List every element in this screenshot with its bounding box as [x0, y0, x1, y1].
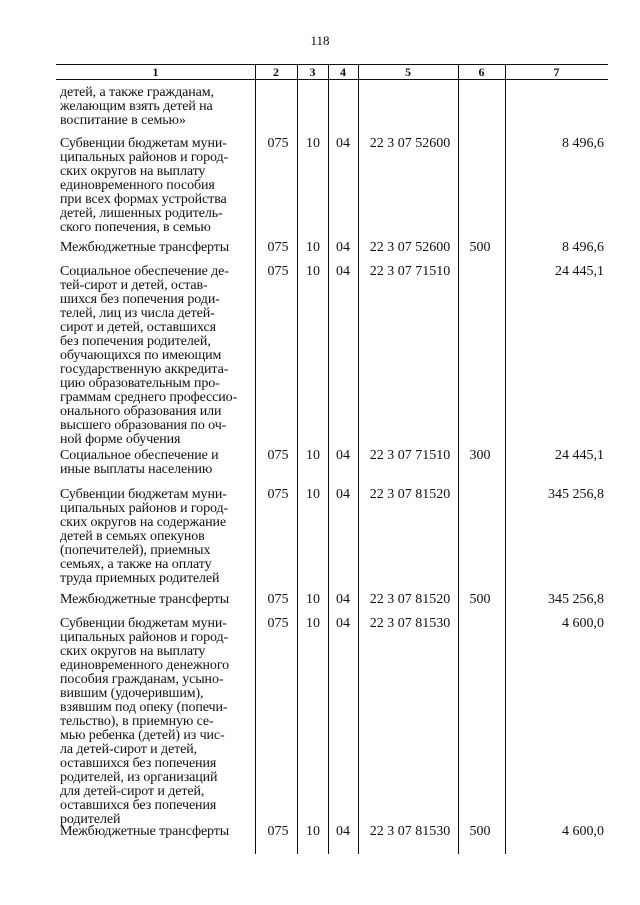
row-section: 10 — [306, 616, 320, 631]
column-divider — [505, 64, 506, 854]
header-bottom-border — [56, 79, 608, 80]
column-divider — [297, 64, 298, 854]
header-col-3: 3 — [309, 65, 316, 79]
row-amount: 8 496,6 — [562, 136, 604, 151]
row-subsection: 04 — [336, 592, 350, 607]
row-target-article: 22 3 07 71510 — [369, 448, 451, 463]
row-amount: 24 445,1 — [555, 448, 604, 463]
row-subsection: 04 — [336, 264, 350, 279]
row-subsection: 04 — [336, 448, 350, 463]
row-target-article: 22 3 07 71510 — [369, 264, 451, 279]
column-divider — [358, 64, 359, 854]
header-col-5: 5 — [405, 65, 411, 79]
row-section: 10 — [306, 448, 320, 463]
row-subsection: 04 — [336, 136, 350, 151]
row-name: Межбюджетные трансферты — [60, 592, 230, 607]
row-section: 10 — [306, 264, 320, 279]
row-name: Межбюджетные трансферты — [60, 240, 230, 255]
row-amount: 345 256,8 — [548, 487, 604, 502]
header-col-1: 1 — [152, 65, 159, 79]
row-subsection: 04 — [336, 240, 350, 255]
row-expense-type: 500 — [469, 824, 491, 839]
row-expense-type: 500 — [469, 240, 491, 255]
row-name: Межбюджетные трансферты — [60, 824, 230, 839]
row-name: Социальное обеспечение и иные выплаты населению — [60, 448, 219, 477]
row-section: 10 — [306, 136, 320, 151]
row-target-article: 22 3 07 81530 — [369, 824, 451, 839]
row-admin-code: 075 — [267, 616, 289, 631]
row-section: 10 — [306, 592, 320, 607]
row-target-article: 22 3 07 52600 — [369, 240, 451, 255]
row-target-article: 22 3 07 81520 — [369, 487, 451, 502]
row-amount: 4 600,0 — [562, 824, 604, 839]
row-name: Субвенции бюджетам муни- ципальных районов и город- ских округов на выплату единовременного пособия при всех формах устройства детей, лишенных родитель- ского попечения, в семью — [60, 136, 229, 235]
row-target-article: 22 3 07 81520 — [369, 592, 451, 607]
row-amount: 4 600,0 — [562, 616, 604, 631]
row-amount: 24 445,1 — [555, 264, 604, 279]
row-name: Субвенции бюджетам муни- ципальных районов и город- ских округов на выплату единовременного денежного пособия гражданам, усыно- вившим (удочерившим), взявшим под опеку (попечи- тельство), в приемную се- мью ребенка (детей) из чис- ла детей-сирот и детей, оставшихся без попечения родителей, из организаций для детей-сирот и детей, оставшихся без попечения родителей — [60, 616, 230, 827]
page-number: 118 — [310, 33, 330, 48]
row-section: 10 — [306, 487, 320, 502]
row-name: Социальное обеспечение де- тей-сирот и детей, остав- шихся без попечения роди- телей, лиц из числа детей- сирот и детей, оставшихся без попечения родителей, обучающихся по имеющим государственную аккредита- цию образовательным про- граммам среднего профессио- онального образования или высшего образования по оч- ной форме обучения — [60, 264, 238, 447]
row-name: Субвенции бюджетам муни- ципальных районов и город- ских округов на содержание детей в семьях опекунов (попечителей), приемных семьях, а также на оплату труда приемных родителей — [60, 487, 229, 586]
header-col-2: 2 — [273, 65, 279, 79]
header-col-4: 4 — [340, 65, 346, 79]
row-admin-code: 075 — [267, 240, 289, 255]
row-expense-type: 500 — [469, 592, 491, 607]
row-amount: 8 496,6 — [562, 240, 604, 255]
header-col-6: 6 — [478, 65, 485, 79]
row-admin-code: 075 — [267, 136, 289, 151]
header-col-7: 7 — [553, 65, 560, 79]
row-section: 10 — [306, 240, 320, 255]
row-subsection: 04 — [336, 824, 350, 839]
row-name: детей, а также гражданам, желающим взять детей на воспитание в семью» — [60, 85, 214, 128]
row-section: 10 — [306, 824, 320, 839]
column-divider — [255, 64, 256, 854]
row-expense-type: 300 — [469, 448, 491, 463]
row-subsection: 04 — [336, 616, 350, 631]
table-top-border — [56, 64, 608, 65]
row-target-article: 22 3 07 81530 — [369, 616, 451, 631]
row-admin-code: 075 — [267, 592, 289, 607]
row-amount: 345 256,8 — [548, 592, 604, 607]
column-divider — [328, 64, 329, 854]
column-divider — [458, 64, 459, 854]
row-target-article: 22 3 07 52600 — [369, 136, 451, 151]
row-subsection: 04 — [336, 487, 350, 502]
row-admin-code: 075 — [267, 487, 289, 502]
row-admin-code: 075 — [267, 264, 289, 279]
row-admin-code: 075 — [267, 824, 289, 839]
row-admin-code: 075 — [267, 448, 289, 463]
